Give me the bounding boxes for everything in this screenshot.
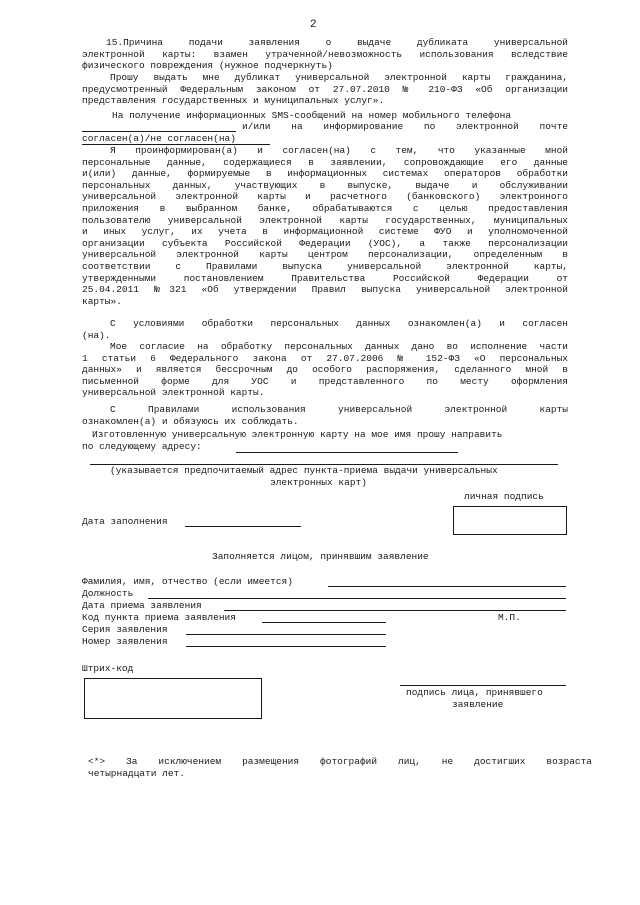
barcode-box <box>84 678 262 719</box>
personal-data-line: приложения в выбранном банке, обрабатываются с целью предоставления <box>82 202 568 214</box>
consent-paragraph <box>82 341 568 399</box>
footnote-line: <*> За исключением размещения фотографий лиц, не достигших возраста <box>88 756 592 767</box>
address-label: по следующему адресу: <box>82 441 202 452</box>
receipt-date-label: Дата приема заявления <box>82 600 202 611</box>
full-name-field[interactable] <box>328 586 566 587</box>
sms-line-1: На получение информационных SMS-сообщений на номер мобильного телефона <box>112 110 512 121</box>
application-number-field[interactable] <box>186 646 386 647</box>
personal-data-line: универсальной электронной карты центром персонализации, определенным в <box>82 249 568 261</box>
personal-signature-box[interactable] <box>453 506 567 535</box>
reason-line: электронной карты: взамен утраченной/невозможность использования вследствие <box>82 48 568 60</box>
consent-line: письменной форме для УОС и представленного по месту оформления <box>82 375 568 387</box>
receiver-signature-label-2: заявление <box>452 699 504 710</box>
consent-line: универсальной электронной карты. <box>82 387 265 399</box>
stamp-label: М.П. <box>498 612 521 623</box>
personal-data-line: и иных услуг, их учета в информационной системе ФУО и уполномоченной <box>82 226 568 238</box>
receipt-point-code-field[interactable] <box>262 622 386 623</box>
rules-line: ознакомлен(а) и обязуюсь их соблюдать. <box>82 415 299 427</box>
address-field[interactable] <box>236 452 458 453</box>
reason-paragraph <box>82 37 568 72</box>
personal-data-line: пользователю универсальной электронной карты государственных, муниципальных <box>82 214 568 226</box>
footnote <box>88 756 592 779</box>
fill-date-label: Дата заполнения <box>82 516 168 527</box>
personal-data-paragraph <box>82 145 568 307</box>
reason-line: физического повреждения (нужное подчеркнуть) <box>82 60 333 72</box>
address-hint-line-1: (указывается предпочитаемый адрес пункта-приема выдачи универсальных <box>110 465 498 476</box>
address-request-line: Изготовленную универсальную электронную карту на мое имя прошу направить <box>92 429 503 440</box>
duplicate-request-line: Прошу выдать мне дубликат универсальной электронной карты гражданина, <box>110 72 568 83</box>
personal-data-line: организации субъекта Российской Федерации (УОС), а также персонализации <box>82 237 568 249</box>
duplicate-request-line: предусмотренный Федеральным законом от 27.07.2010 № 210-ФЗ «Об организации <box>82 83 568 95</box>
sms-consent-choice[interactable]: согласен(а)/не согласен(на) <box>82 133 236 144</box>
receipt-date-field[interactable] <box>224 610 566 611</box>
application-series-label: Серия заявления <box>82 624 168 635</box>
conditions-line: (на). <box>82 329 111 341</box>
barcode-label: Штрих-код <box>82 663 134 674</box>
receiver-signature-line[interactable] <box>400 685 566 686</box>
phone-number-field[interactable] <box>82 131 236 132</box>
consent-line: данных» и является бессрочным до особого распоряжения, сделанного мной в <box>82 364 568 376</box>
personal-data-line: персональных данных, участвующих в выпуске, выдаче и обслуживании <box>82 179 568 191</box>
address-hint-line-2: электронных карт) <box>270 477 367 488</box>
page-number: 2 <box>310 19 317 31</box>
personal-data-line: утвержденными постановлением Правительства Российской Федерации от <box>82 272 568 284</box>
footnote-line: четырнадцати лет. <box>88 767 185 779</box>
duplicate-request-paragraph <box>82 72 568 107</box>
fill-date-field[interactable] <box>185 526 301 527</box>
receiver-signature-label-1: подпись лица, принявшего <box>406 687 543 698</box>
personal-data-line: Я проинформирован(а) и согласен(на) с тем, что указанные мной <box>110 145 568 156</box>
personal-data-line: карты». <box>82 295 122 307</box>
application-number-label: Номер заявления <box>82 636 168 647</box>
personal-data-line: универсальной электронной карты и расчетного (банковского) электронного <box>82 191 568 203</box>
rules-paragraph <box>82 404 568 427</box>
full-name-label: Фамилия, имя, отчество (если имеется) <box>82 576 293 587</box>
personal-signature-label: личная подпись <box>464 491 544 502</box>
position-label: Должность <box>82 588 134 599</box>
office-section-heading: Заполняется лицом, принявшим заявление <box>212 551 429 562</box>
conditions-paragraph <box>82 318 568 341</box>
application-series-field[interactable] <box>186 634 386 635</box>
personal-data-line: персональные данные, содержащиеся в заявлении, сопровождающие его данные <box>82 156 568 168</box>
receipt-point-code-label: Код пункта приема заявления <box>82 612 236 623</box>
personal-data-line: соответствии с Правилами выпуска универсальной электронной карты, <box>82 260 568 272</box>
consent-line: Мое согласие на обработку персональных данных дано во исполнение части <box>110 341 568 352</box>
rules-line: С Правилами использования универсальной электронной карты <box>110 404 568 415</box>
personal-data-line: 25.04.2011 №321 «Об утверждении Правил выпуска универсальной электронной <box>82 284 568 296</box>
conditions-line: С условиями обработки персональных данных ознакомлен(а) и согласен <box>110 318 568 329</box>
sms-line-2: и/или на информирование по электронной почте <box>242 121 568 132</box>
consent-line: 1 статьи 6 Федерального закона от 27.07.2006 № 152-ФЗ «О персональных <box>82 352 568 364</box>
personal-data-line: и(или) данные, формируемые в информационных системах операторов обработки <box>82 168 568 180</box>
duplicate-request-line: представления государственных и муниципальных услуг». <box>82 95 385 107</box>
reason-line: 15.Причина подачи заявления о выдаче дубликата универсальной <box>106 37 568 48</box>
position-field[interactable] <box>148 598 566 599</box>
